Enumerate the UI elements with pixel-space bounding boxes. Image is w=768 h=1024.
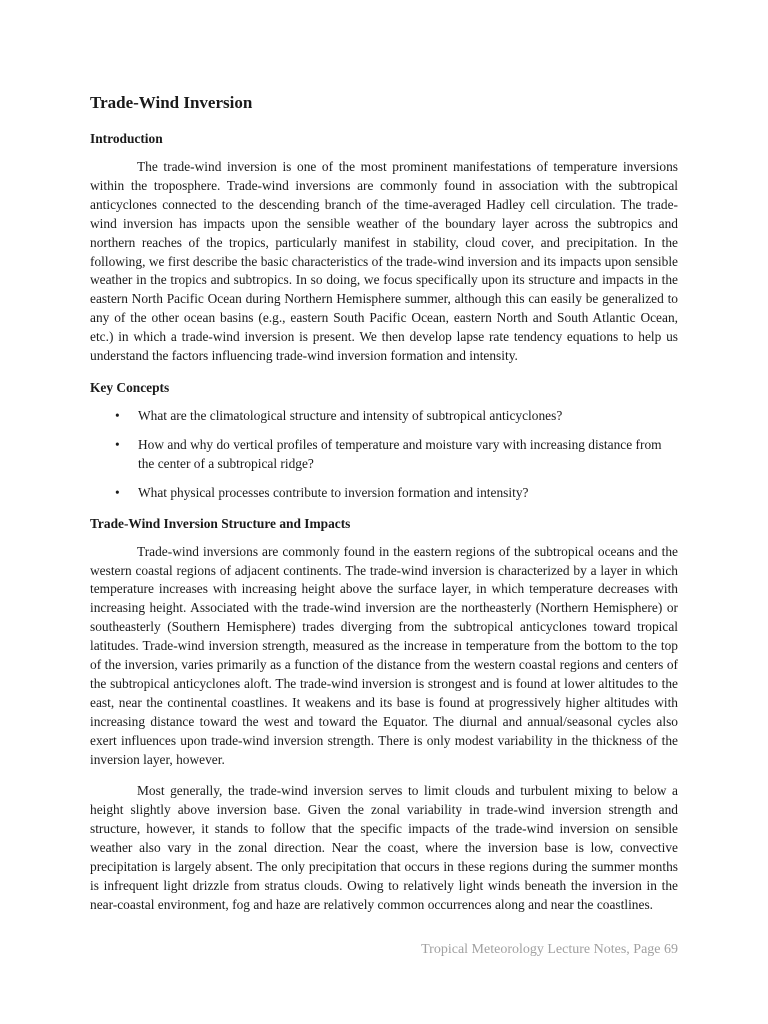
impacts-paragraph: Most generally, the trade-wind inversion serves to limit clouds and turbulent mixing to below a height slightly above inversion base. Given the zonal variability in trade-wind inversion strength and structure, however, it stands to follow that the specific impacts of the trade-wind inversion on sensible weather also vary in the zonal direction. Near the coast, where the inversion base is low, convective precipitation is largely absent. The only precipitation that occurs in these regions during the summer months is infrequent light drizzle from stratus clouds. Owing to relatively light winds beneath the inversion in the near-coastal environment, fog and haze are relatively common occurrences along and near the coastlines.	[90, 783, 678, 912]
key-concept-item	[90, 436, 678, 474]
key-concept-text: How and why do vertical profiles of temperature and moisture vary with increasing distance from the center of a subtropical ridge?	[138, 436, 662, 471]
page-title: Trade-Wind Inversion	[90, 93, 253, 112]
key-concept-item	[90, 407, 678, 426]
key-concepts-list	[90, 407, 678, 503]
document-page	[90, 92, 678, 928]
bullet-icon: •	[115, 436, 120, 452]
introduction-paragraph: The trade-wind inversion is one of the most prominent manifestations of temperature inversions within the troposphere. Trade-wind inversions are commonly found in association with the subtropical anticyclones connected to the descending branch of the time-averaged Hadley cell circulation. The trade-wind inversion has impacts upon the sensible weather of the boundary layer across the subtropics and northern reaches of the tropics, particularly manifest in stability, cloud cover, and precipitation. In the following, we first describe the basic characteristics of the trade-wind inversion and its impacts upon sensible weather in the tropics and subtropics. In so doing, we focus specifically upon its structure and impacts in the eastern North Pacific Ocean during Northern Hemisphere summer, although this can easily be generalized to any of the other ocean basins (e.g., eastern South Pacific Ocean, eastern North and South Atlantic Ocean, etc.) in which a trade-wind inversion is present. We then develop lapse rate tendency equations to help us understand the factors influencing trade-wind inversion formation and intensity.	[90, 159, 678, 364]
bullet-icon: •	[115, 484, 120, 500]
page-footer: Tropical Meteorology Lecture Notes, Page 69	[421, 942, 678, 957]
bullet-icon: •	[115, 407, 120, 423]
key-concept-text: What are the climatological structure and intensity of subtropical anticyclones?	[138, 407, 563, 423]
key-concept-item	[90, 484, 678, 503]
structure-paragraph: Trade-wind inversions are commonly found in the eastern regions of the subtropical oceans and the western coastal regions of adjacent continents. The trade-wind inversion is characterized by a layer in which temperature increases with increasing height above the surface layer, in which temperature decreases with increasing height. Associated with the trade-wind inversion are the northeasterly (Northern Hemisphere) or southeasterly (Southern Hemisphere) trades diverging from the subtropical anticyclones toward tropical latitudes. Trade-wind inversion strength, measured as the increase in temperature from the bottom to the top of the inversion, varies primarily as a function of the distance from the western coastal regions and centers of the subtropical anticyclones aloft. The trade-wind inversion is strongest and is found at lower altitudes to the east, near the continental coastlines. It weakens and its base is found at progressively higher altitudes with increasing distance toward the west and toward the Equator. The diurnal and annual/seasonal cycles also exert influences upon trade-wind inversion strength. There is only modest variability in the thickness of the inversion layer, however.	[90, 543, 678, 767]
key-concept-text: What physical processes contribute to inversion formation and intensity?	[138, 484, 529, 500]
introduction-heading: Introduction	[90, 131, 163, 146]
structure-impacts-heading: Trade-Wind Inversion Structure and Impacts	[90, 515, 351, 531]
key-concepts-heading: Key Concepts	[90, 379, 170, 395]
